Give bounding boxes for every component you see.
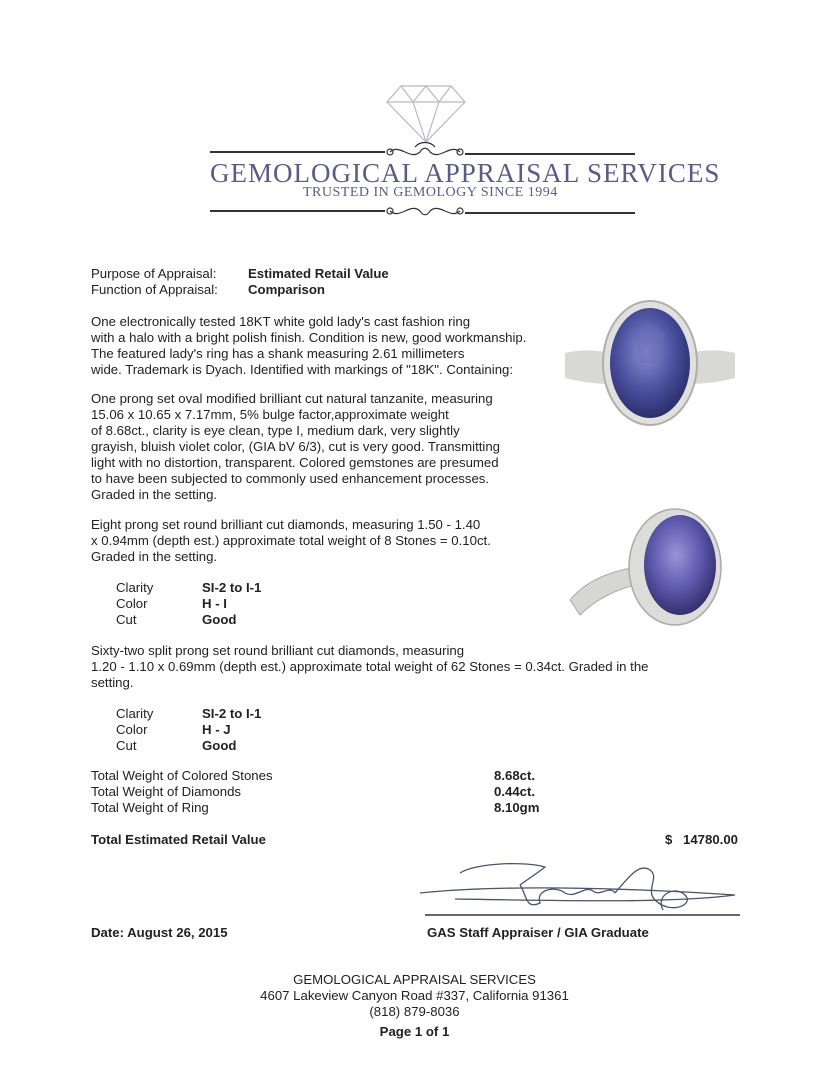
total-value: 0.44ct. bbox=[494, 784, 536, 799]
diamonds-8-grades bbox=[116, 580, 262, 628]
diamonds-62-grades bbox=[116, 706, 262, 754]
diamonds-8-line: Eight prong set round brilliant cut diamonds, measuring 1.50 - 1.40 bbox=[91, 517, 481, 532]
logo bbox=[200, 78, 721, 223]
page-number: Page 1 of 1 bbox=[379, 1024, 450, 1039]
tanzanite-line: light with no distortion, transparent. Colored gemstones are presumed bbox=[91, 455, 499, 470]
description-line: One electronically tested 18KT white gold lady's cast fashion ring bbox=[91, 314, 471, 329]
footer-address: 4607 Lakeview Canyon Road #337, California 91361 bbox=[260, 988, 569, 1003]
tanzanite-line: One prong set oval modified brilliant cut natural tanzanite, measuring bbox=[91, 391, 493, 406]
grade-label: Color bbox=[116, 722, 148, 737]
total-value: 8.10gm bbox=[494, 800, 540, 815]
ring-top-view-photo bbox=[565, 293, 735, 433]
diamonds-62-description bbox=[91, 643, 649, 691]
company-name: GEMOLOGICAL APPRAISAL SERVICES bbox=[210, 158, 721, 188]
total-label: Total Weight of Diamonds bbox=[91, 784, 242, 799]
grade-value: H - J bbox=[202, 722, 231, 737]
total-label: Total Weight of Colored Stones bbox=[91, 768, 273, 783]
grade-label: Clarity bbox=[116, 706, 154, 721]
grade-label: Cut bbox=[116, 612, 137, 627]
description-line: wide. Trademark is Dyach. Identified with markings of "18K". Containing: bbox=[91, 362, 514, 377]
grade-value: Good bbox=[202, 738, 237, 753]
footer bbox=[0, 972, 829, 1040]
total-row bbox=[91, 784, 551, 800]
diamonds-8-line: Graded in the setting. bbox=[91, 549, 218, 564]
grade-label: Cut bbox=[116, 738, 137, 753]
function-label: Function of Appraisal: bbox=[91, 282, 218, 297]
total-row bbox=[91, 800, 551, 816]
function-value: Comparison bbox=[248, 282, 325, 297]
ring-description bbox=[91, 314, 526, 378]
grade-value: Good bbox=[202, 612, 237, 627]
top-rule-left bbox=[210, 151, 385, 153]
retail-currency: $ bbox=[665, 832, 673, 847]
diamond-icon bbox=[385, 84, 467, 144]
diamonds-62-line: 1.20 - 1.10 x 0.69mm (depth est.) approximate total weight of 62 Stones = 0.34ct. Graded in the bbox=[91, 659, 649, 674]
retail-value-label: Total Estimated Retail Value bbox=[91, 832, 266, 847]
top-rule-right bbox=[465, 153, 635, 155]
appraiser-title: GAS Staff Appraiser / GIA Graduate bbox=[427, 925, 649, 940]
tanzanite-description bbox=[91, 391, 500, 503]
tanzanite-line: 15.06 x 10.65 x 7.17mm, 5% bulge factor,approximate weight bbox=[91, 407, 449, 422]
grade-value: SI-2 to I-1 bbox=[202, 706, 262, 721]
grade-label: Clarity bbox=[116, 580, 154, 595]
tanzanite-line: Graded in the setting. bbox=[91, 487, 218, 502]
tanzanite-line: of 8.68ct., clarity is eye clean, type I, medium dark, very slightly bbox=[91, 423, 460, 438]
appraisal-date: Date: August 26, 2015 bbox=[91, 925, 228, 940]
grade-label: Color bbox=[116, 596, 148, 611]
bottom-rule-left bbox=[210, 210, 385, 212]
total-row bbox=[91, 768, 551, 784]
retail-value: 14780.00 bbox=[683, 832, 739, 847]
grade-value: H - I bbox=[202, 596, 227, 611]
diamonds-8-description bbox=[91, 517, 491, 565]
total-value: 8.68ct. bbox=[494, 768, 536, 783]
total-label: Total Weight of Ring bbox=[91, 800, 209, 815]
diamonds-8-line: x 0.94mm (depth est.) approximate total weight of 8 Stones = 0.10ct. bbox=[91, 533, 491, 548]
tanzanite-line: grayish, bluish violet color, (GIA bV 6/3), cut is very good. Transmitting bbox=[91, 439, 500, 454]
purpose-value: Estimated Retail Value bbox=[248, 266, 389, 281]
grade-value: SI-2 to I-1 bbox=[202, 580, 262, 595]
signature-icon bbox=[415, 855, 745, 920]
totals-table bbox=[91, 768, 551, 816]
company-tagline: TRUSTED IN GEMOLOGY SINCE 1994 bbox=[303, 185, 558, 200]
bottom-rule-right bbox=[465, 212, 635, 214]
scroll-ornament-icon bbox=[385, 200, 465, 222]
footer-phone: (818) 879-8036 bbox=[369, 1004, 460, 1019]
purpose-label: Purpose of Appraisal: bbox=[91, 266, 217, 281]
diamonds-62-line: Sixty-two split prong set round brilliant cut diamonds, measuring bbox=[91, 643, 465, 658]
ring-side-view-photo bbox=[560, 505, 740, 630]
diamonds-62-line: setting. bbox=[91, 675, 134, 690]
tanzanite-line: to have been subjected to commonly used enhancement processes. bbox=[91, 471, 490, 486]
description-line: with a halo with a bright polish finish. Condition is new, good workmanship. bbox=[91, 330, 527, 345]
description-line: The featured lady's ring has a shank measuring 2.61 millimeters bbox=[91, 346, 465, 361]
footer-company: GEMOLOGICAL APPRAISAL SERVICES bbox=[293, 972, 536, 987]
